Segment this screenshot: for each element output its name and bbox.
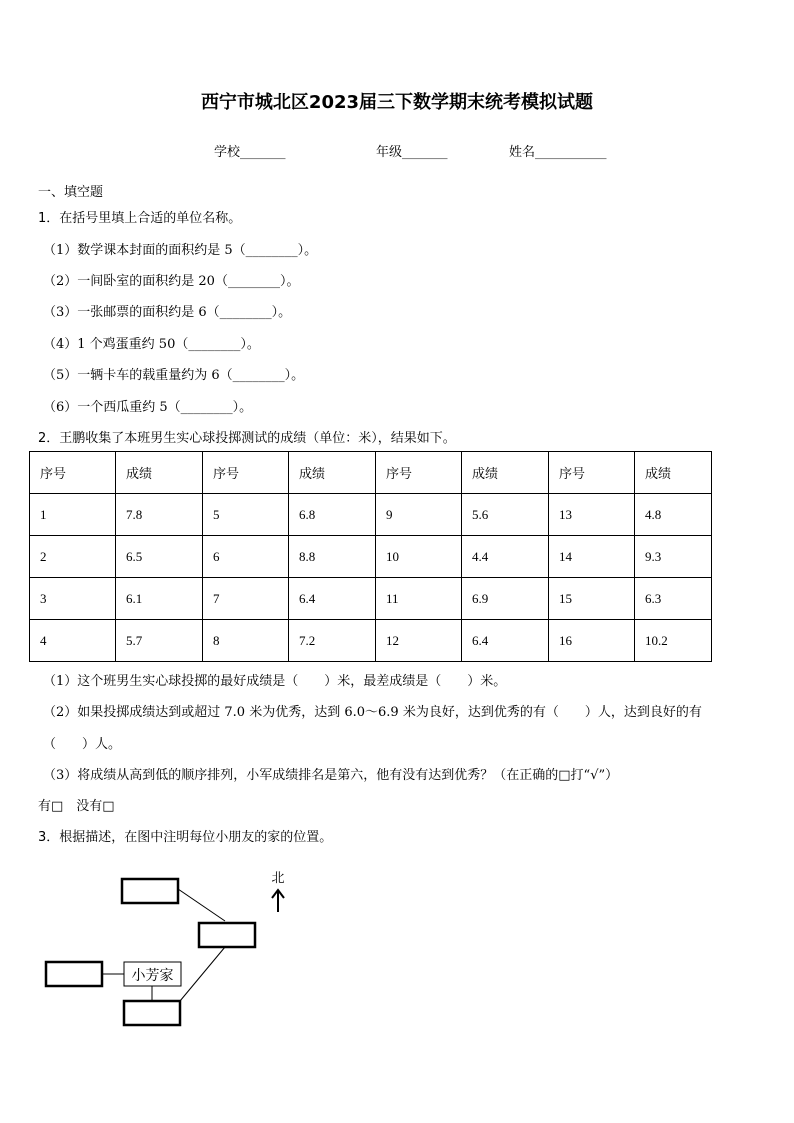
table-cell: 成绩 [116, 452, 203, 494]
table-cell: 序号 [376, 452, 462, 494]
table-cell: 5.7 [116, 620, 203, 662]
question-1-item: （4）1 个鸡蛋重约 50（________）。 [43, 337, 260, 352]
question-2-sub-2-continued: （ ）人。 [43, 737, 122, 752]
table-cell: 4.8 [635, 494, 712, 536]
table-cell: 6.3 [635, 578, 712, 620]
location-map-diagram [40, 862, 300, 1037]
table-cell: 序号 [203, 452, 289, 494]
table-cell: 序号 [30, 452, 116, 494]
xiaofang-home-label: 小芳家 [131, 968, 174, 984]
table-row [30, 578, 712, 620]
table-cell: 9.3 [635, 536, 712, 578]
blank-house-box[interactable] [124, 1001, 180, 1025]
table-cell: 4 [30, 620, 116, 662]
table-row [30, 494, 712, 536]
blank-house-box[interactable] [46, 962, 102, 986]
table-cell: 14 [549, 536, 635, 578]
grade-field: 年级_______ [376, 145, 448, 160]
table-cell: 1 [30, 494, 116, 536]
table-cell: 15 [549, 578, 635, 620]
table-cell: 7.2 [289, 620, 376, 662]
table-cell: 序号 [549, 452, 635, 494]
question-1-item: （1）数学课本封面的面积约是 5（________）。 [43, 243, 318, 258]
table-cell: 10 [376, 536, 462, 578]
section-heading: 一、填空题 [38, 185, 104, 200]
table-cell: 11 [376, 578, 462, 620]
name-field: 姓名___________ [509, 145, 607, 160]
school-field: 学校_______ [214, 145, 286, 160]
answer-options[interactable]: 有□ 没有□ [38, 799, 115, 814]
table-row [30, 536, 712, 578]
table-cell: 5.6 [462, 494, 549, 536]
table-row [30, 620, 712, 662]
scores-table [29, 451, 712, 662]
table-cell: 8 [203, 620, 289, 662]
table-cell: 6.5 [116, 536, 203, 578]
table-cell: 6 [203, 536, 289, 578]
table-cell: 12 [376, 620, 462, 662]
table-cell: 6.4 [289, 578, 376, 620]
table-cell: 9 [376, 494, 462, 536]
question-2-sub-3: （3）将成绩从高到低的顺序排列，小军成绩排名是第六，他有没有达到优秀？（在正确的□打“√”） [43, 768, 619, 783]
table-cell: 6.8 [289, 494, 376, 536]
question-1-item: （3）一张邮票的面积约是 6（________）。 [43, 305, 292, 320]
table-cell: 成绩 [289, 452, 376, 494]
table-header-row [30, 452, 712, 494]
table-cell: 7.8 [116, 494, 203, 536]
table-cell: 4.4 [462, 536, 549, 578]
blank-house-box[interactable] [122, 879, 178, 903]
question-1-item: （5）一辆卡车的载重量约为 6（________）。 [43, 368, 305, 383]
table-cell: 10.2 [635, 620, 712, 662]
question-1-item: （6）一个西瓜重约 5（________）。 [43, 400, 253, 415]
north-label: 北 [271, 871, 285, 886]
question-2-sub-1: （1）这个班男生实心球投掷的最好成绩是（ ）米，最差成绩是（ ）米。 [43, 674, 507, 689]
table-cell: 6.4 [462, 620, 549, 662]
table-cell: 5 [203, 494, 289, 536]
table-cell: 13 [549, 494, 635, 536]
page-title: 西宁市城北区2023届三下数学期末统考模拟试题 [200, 92, 594, 113]
table-cell: 6.9 [462, 578, 549, 620]
blank-house-box[interactable] [199, 923, 255, 947]
table-cell: 2 [30, 536, 116, 578]
question-1-stem: 1．在括号里填上合适的单位名称。 [38, 211, 242, 226]
connector-line [178, 889, 225, 921]
table-cell: 6.1 [116, 578, 203, 620]
table-cell: 16 [549, 620, 635, 662]
table-cell: 8.8 [289, 536, 376, 578]
question-1-item: （2）一间卧室的面积约是 20（________）。 [43, 274, 300, 289]
table-cell: 7 [203, 578, 289, 620]
table-cell: 成绩 [635, 452, 712, 494]
table-cell: 成绩 [462, 452, 549, 494]
table-cell: 3 [30, 578, 116, 620]
question-2-stem: 2．王鹏收集了本班男生实心球投掷测试的成绩（单位：米），结果如下。 [38, 431, 456, 446]
connector-line [180, 947, 225, 1001]
question-2-sub-2: （2）如果投掷成绩达到或超过 7.0 米为优秀，达到 6.0～6.9 米为良好，达到优秀的有（ ）人，达到良好的有 [43, 705, 702, 720]
question-3-stem: 3．根据描述，在图中注明每位小朋友的家的位置。 [38, 830, 333, 845]
